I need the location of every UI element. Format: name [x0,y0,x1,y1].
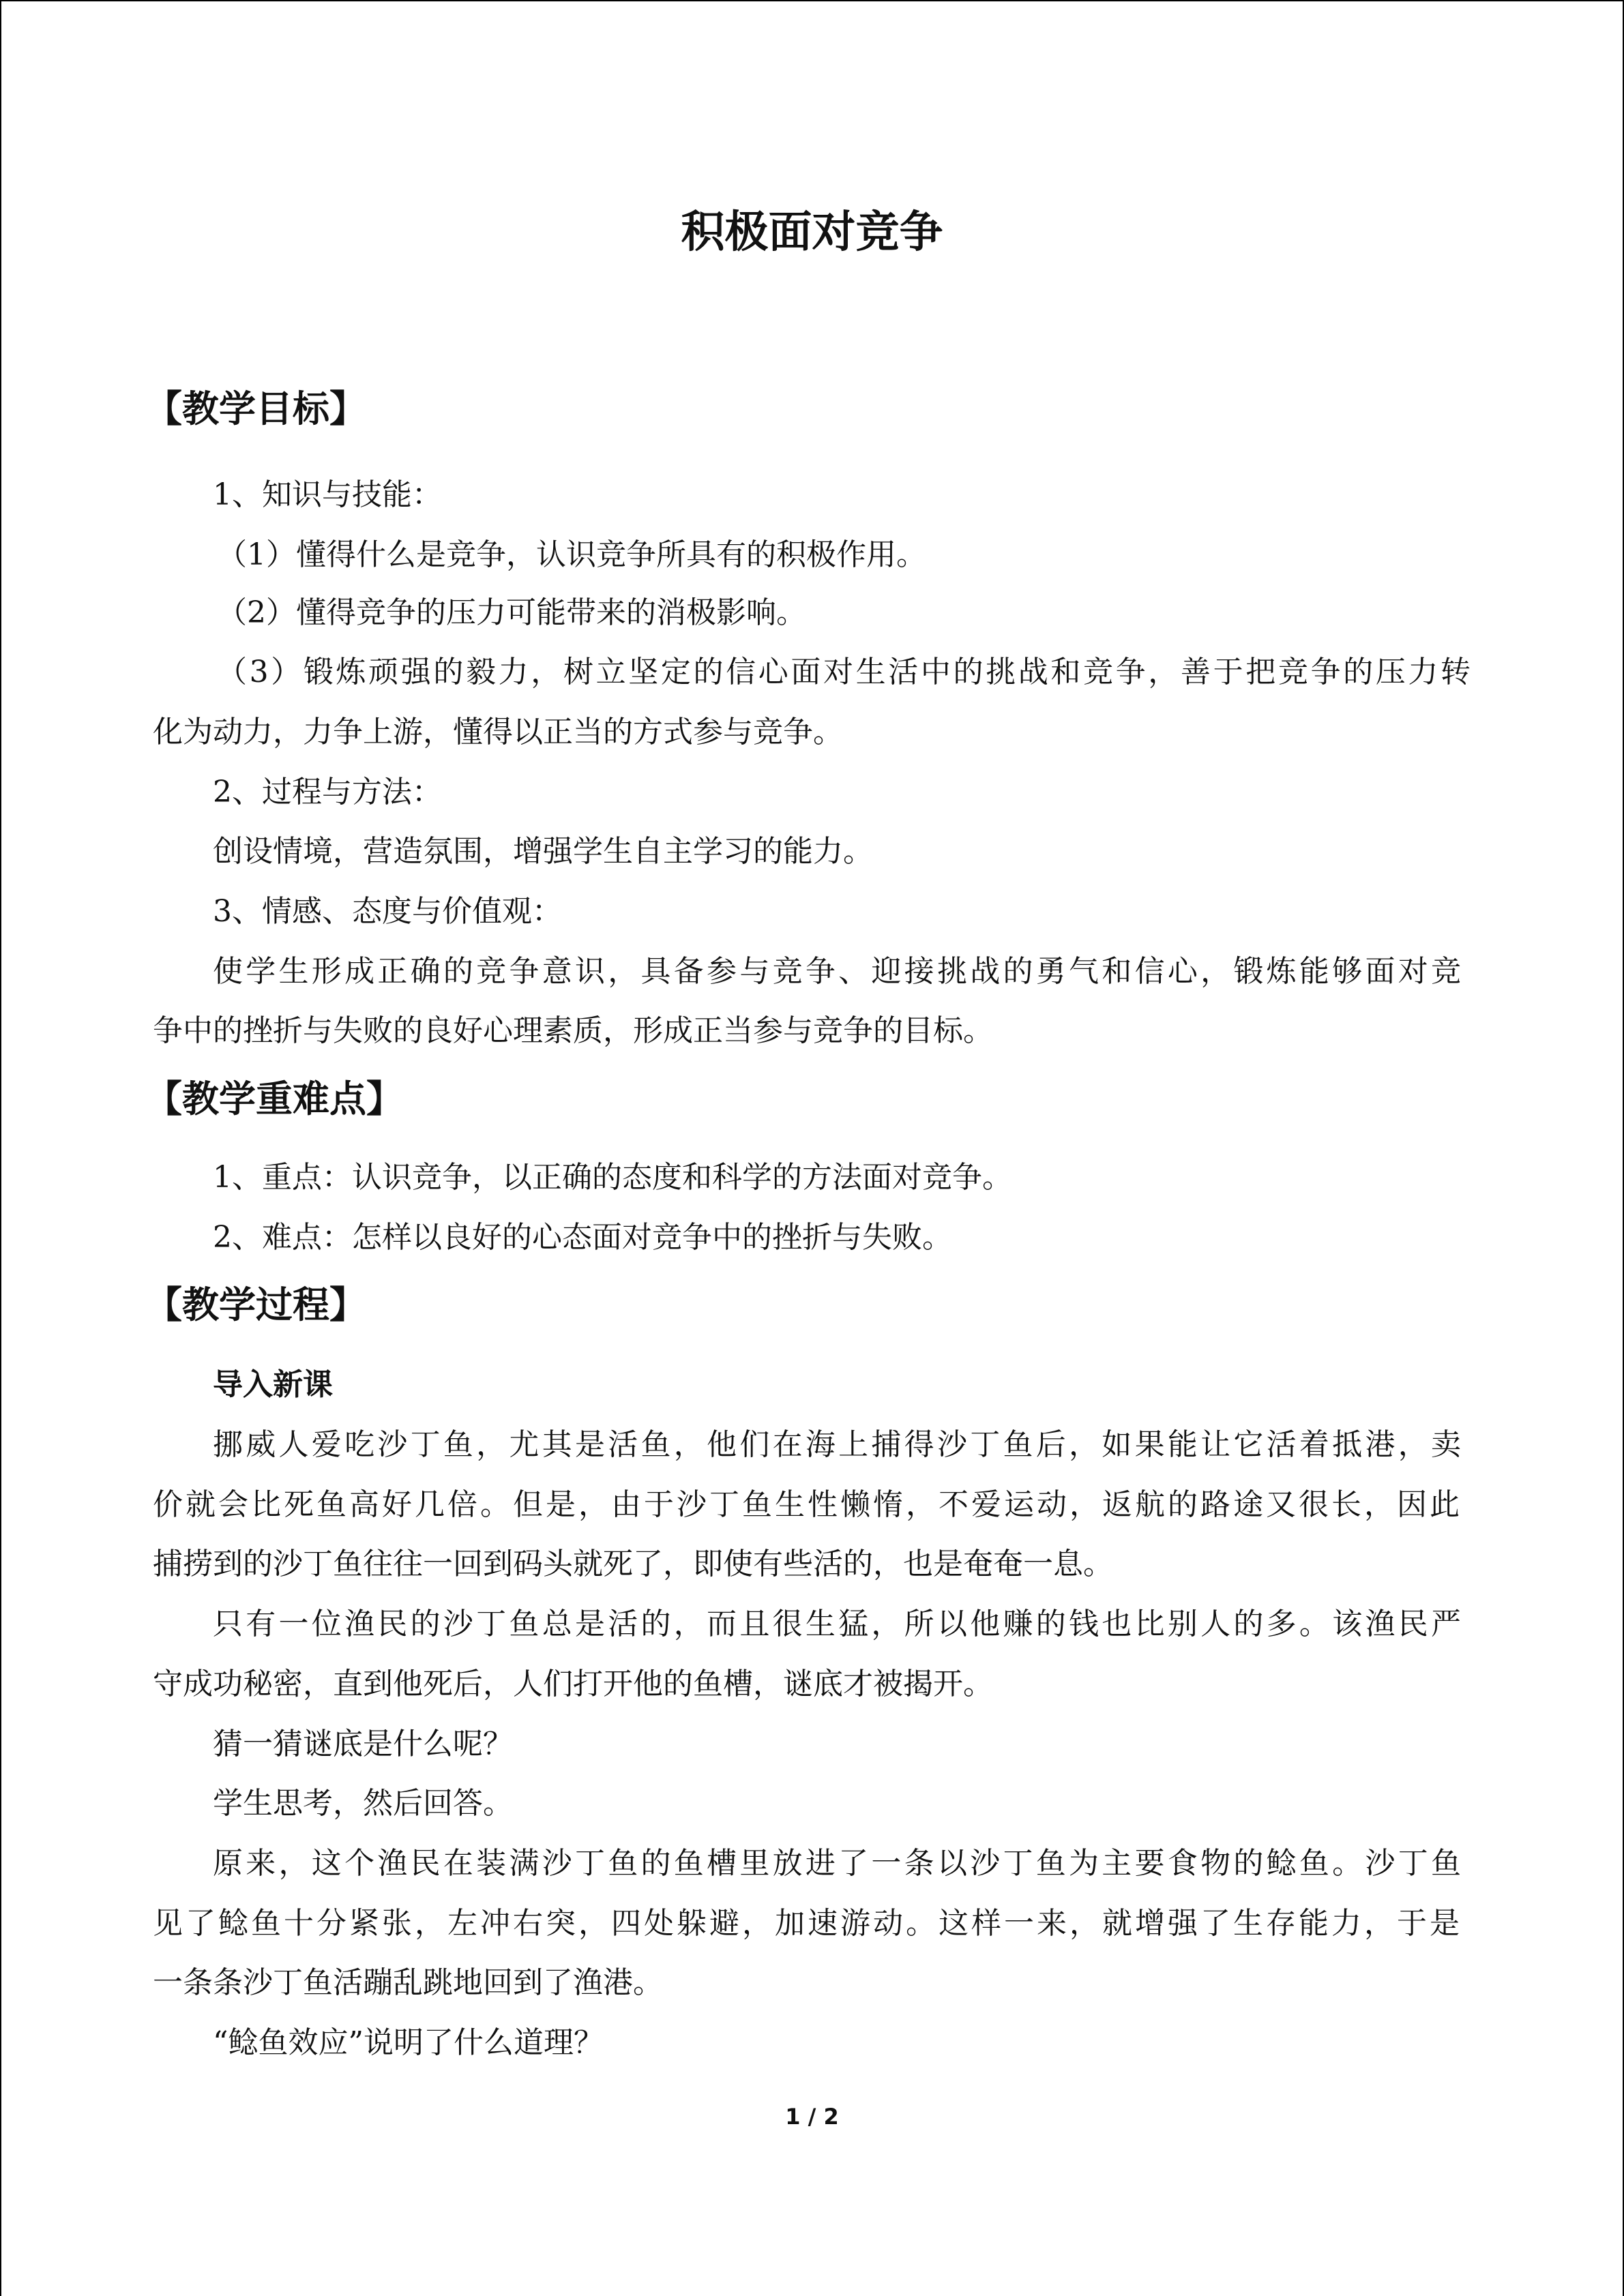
process-line: 学生思考，然后回答。 [213,1786,513,1821]
process-line: 守成功秘密，直到他死后，人们打开他的鱼槽，谜底才被揭开。 [153,1667,993,1701]
section-heading-key-points: 【教学重难点】 [145,1077,403,1120]
process-line: 挪威人爱吃沙丁鱼，尤其是活鱼，他们在海上捕得沙丁鱼后，如果能让它活着抵港，卖 [213,1427,1461,1462]
process-line: 原来，这个渔民在装满沙丁鱼的鱼槽里放进了一条以沙丁鱼为主要食物的鲶鱼。沙丁鱼 [213,1846,1461,1881]
process-line: 猜一猜谜底是什么呢？ [213,1727,513,1761]
goal-line: 创设情境，营造氛围，增强学生自主学习的能力。 [213,834,873,869]
process-line: 捕捞到的沙丁鱼往往一回到码头就死了，即使有些活的，也是奄奄一息。 [153,1547,1113,1581]
goal-line: 使学生形成正确的竞争意识，具备参与竞争、迎接挑战的勇气和信心，锻炼能够面对竞 [213,954,1461,989]
goal-line: （3）锻炼顽强的毅力，树立坚定的信心面对生活中的挑战和竞争，善于把竞争的压力转 [217,655,1471,689]
section-heading-goals: 【教学目标】 [145,387,366,430]
process-line: 见了鲶鱼十分紧张，左冲右突，四处躲避，加速游动。这样一来，就增强了生存能力，于是 [153,1906,1460,1941]
goal-line: （1）懂得什么是竞争，认识竞争所具有的积极作用。 [217,537,926,572]
process-line: 只有一位渔民的沙丁鱼总是活的，而且很生猛，所以他赚的钱也比别人的多。该渔民严 [213,1607,1461,1641]
process-subheading: 导入新课 [213,1367,333,1402]
goal-line: 2、过程与方法： [213,775,442,809]
key-point-line: 2、难点：怎样以良好的心态面对竞争中的挫折与失败。 [213,1220,952,1255]
goal-line: 化为动力，力争上游，懂得以正当的方式参与竞争。 [153,715,843,749]
page-number: 1 / 2 [785,2104,839,2130]
goal-line: 3、情感、态度与价值观： [213,894,562,929]
goal-line: （2）懂得竞争的压力可能带来的消极影响。 [217,595,806,630]
section-heading-process: 【教学过程】 [145,1283,366,1326]
process-line: 一条条沙丁鱼活蹦乱跳地回到了渔港。 [153,1965,663,2000]
process-line: 价就会比死鱼高好几倍。但是，由于沙丁鱼生性懒惰，不爱运动，返航的路途又很长，因此 [153,1487,1460,1522]
process-line: “鲶鱼效应”说明了什么道理？ [213,2025,604,2060]
document-title: 积极面对竞争 [681,207,943,258]
goal-line: 1、知识与技能： [213,477,442,512]
goal-line: 争中的挫折与失败的良好心理素质，形成正当参与竞争的目标。 [153,1013,993,1048]
key-point-line: 1、重点：认识竞争，以正确的态度和科学的方法面对竞争。 [213,1160,1012,1195]
